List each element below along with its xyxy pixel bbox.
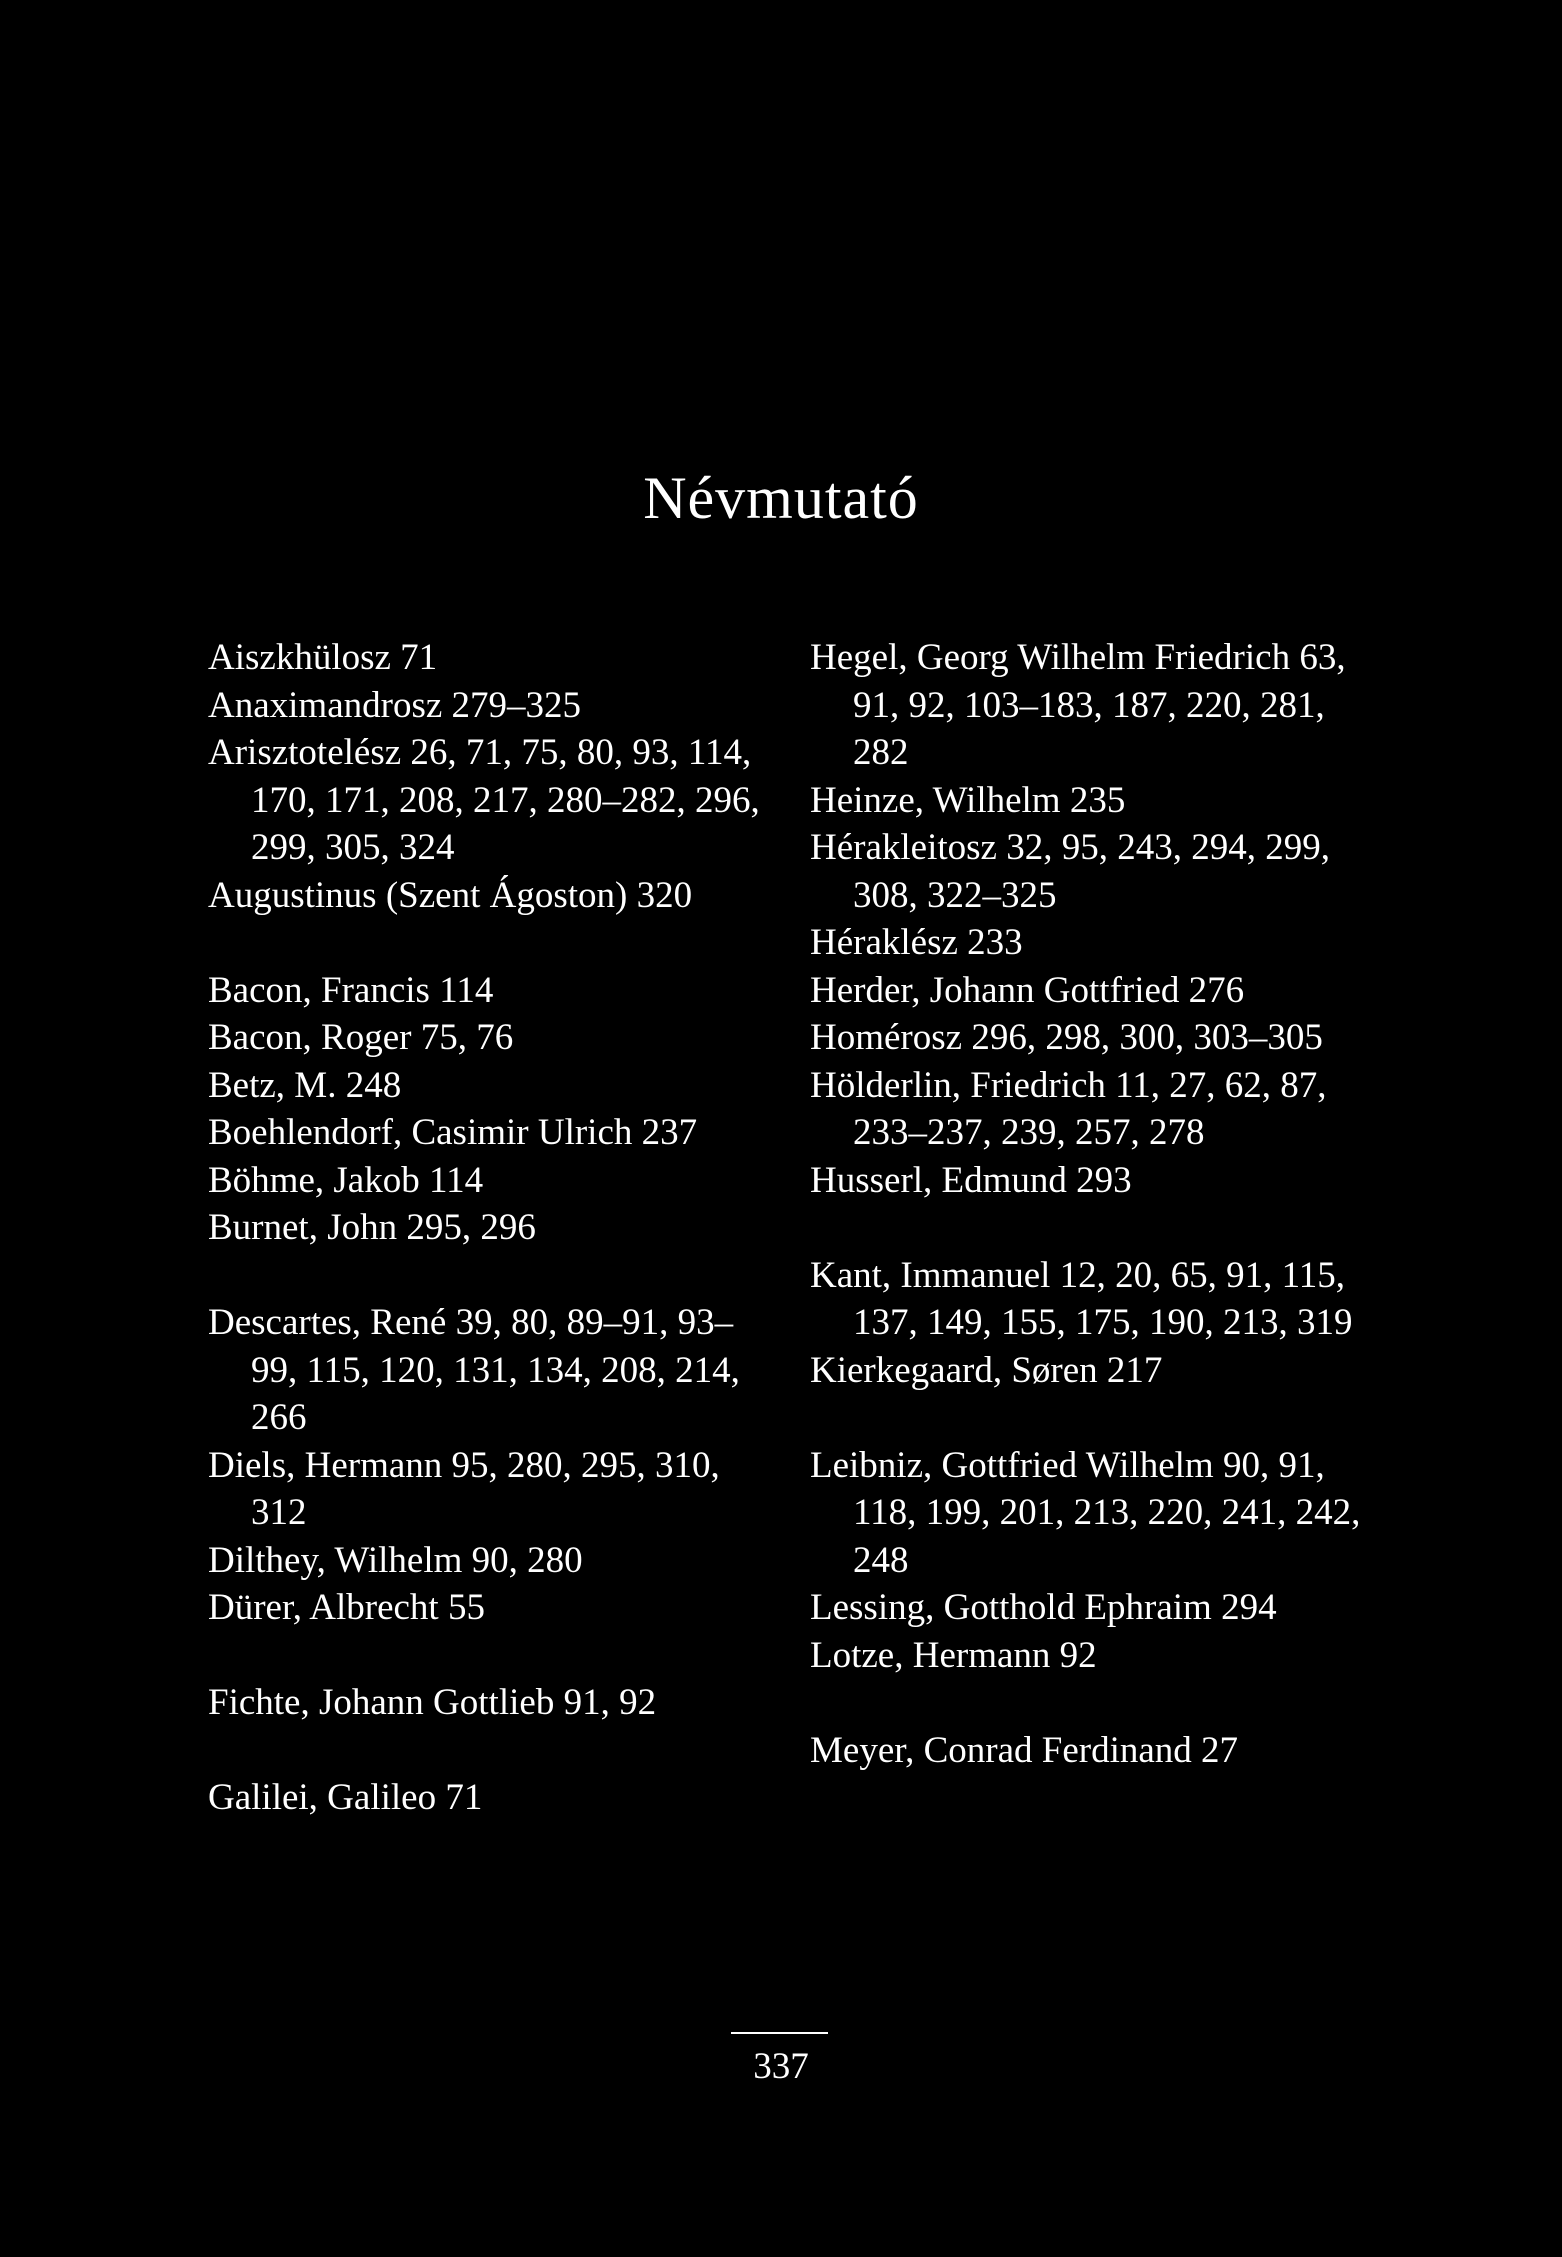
index-entry: Fichte, Johann Gottlieb 91, 92 xyxy=(208,1682,657,1723)
index-entry: Heinze, Wilhelm 235 xyxy=(810,779,1126,821)
index-group-k xyxy=(810,1252,1370,1395)
page-number: 337 xyxy=(753,2046,809,2087)
index-entry: Aiszkhülosz 71 xyxy=(208,637,438,678)
index-column-right xyxy=(810,634,1370,1774)
index-group-a xyxy=(208,634,768,919)
index-entry: Hegel, Georg Wilhelm Friedrich 63, 91, 92, 103–183, 187, 220, 281, 282 xyxy=(810,637,1346,773)
footer-divider xyxy=(731,2032,828,2034)
index-group-f xyxy=(208,1679,768,1727)
index-group-b xyxy=(208,967,768,1252)
index-entry: Arisztotelész 26, 71, 75, 80, 93, 114, 170, 171, 208, 217, 280–282, 296, 299, 305, 324 xyxy=(208,732,760,868)
index-entry: Kierkegaard, Søren 217 xyxy=(810,1349,1163,1391)
index-entry: Hölderlin, Friedrich 11, 27, 62, 87, 233–237, 239, 257, 278 xyxy=(810,1064,1327,1153)
index-group-g xyxy=(208,1774,768,1822)
index-entry: Burnet, John 295, 296 xyxy=(208,1207,536,1248)
index-entry: Dürer, Albrecht 55 xyxy=(208,1587,485,1628)
index-entry: Bacon, Francis 114 xyxy=(208,969,494,1011)
index-column-left xyxy=(208,634,768,1822)
index-entry: Anaximandrosz 279–325 xyxy=(208,684,582,726)
index-entry: Homérosz 296, 298, 300, 303–305 xyxy=(810,1017,1323,1058)
index-entry: Herder, Johann Gottfried 276 xyxy=(810,969,1245,1011)
index-entry: Leibniz, Gottfried Wilhelm 90, 91, 118, 199, 201, 213, 220, 241, 242, 248 xyxy=(810,1444,1361,1581)
index-entry: Augustinus (Szent Ágoston) 320 xyxy=(208,874,693,916)
index-entry: Betz, M. 248 xyxy=(208,1064,402,1106)
index-entry: Galilei, Galileo 71 xyxy=(208,1777,483,1818)
index-entry: Dilthey, Wilhelm 90, 280 xyxy=(208,1539,583,1581)
index-entry: Lessing, Gotthold Ephraim 294 xyxy=(810,1587,1277,1628)
index-group-h xyxy=(810,634,1370,1204)
index-group-d xyxy=(208,1299,768,1632)
index-entry: Kant, Immanuel 12, 20, 65, 91, 115, 137, 149, 155, 175, 190, 213, 319 xyxy=(810,1254,1353,1343)
index-entry: Lotze, Hermann 92 xyxy=(810,1634,1097,1676)
index-entry: Héraklész 233 xyxy=(810,922,1023,963)
page-title: Névmutató xyxy=(643,465,919,531)
index-entry: Bacon, Roger 75, 76 xyxy=(208,1017,514,1058)
index-entry: Hérakleitosz 32, 95, 243, 294, 299, 308, 322–325 xyxy=(810,827,1330,916)
index-entry: Descartes, René 39, 80, 89–91, 93–99, 115, 120, 131, 134, 208, 214, 266 xyxy=(208,1302,740,1438)
index-entry: Diels, Hermann 95, 280, 295, 310, 312 xyxy=(208,1444,720,1533)
index-group-l xyxy=(810,1442,1370,1680)
index-entry: Husserl, Edmund 293 xyxy=(810,1159,1132,1201)
index-entry: Meyer, Conrad Ferdinand 27 xyxy=(810,1729,1239,1771)
index-group-m xyxy=(810,1727,1370,1775)
index-entry: Boehlendorf, Casimir Ulrich 237 xyxy=(208,1112,698,1153)
index-entry: Böhme, Jakob 114 xyxy=(208,1159,484,1201)
